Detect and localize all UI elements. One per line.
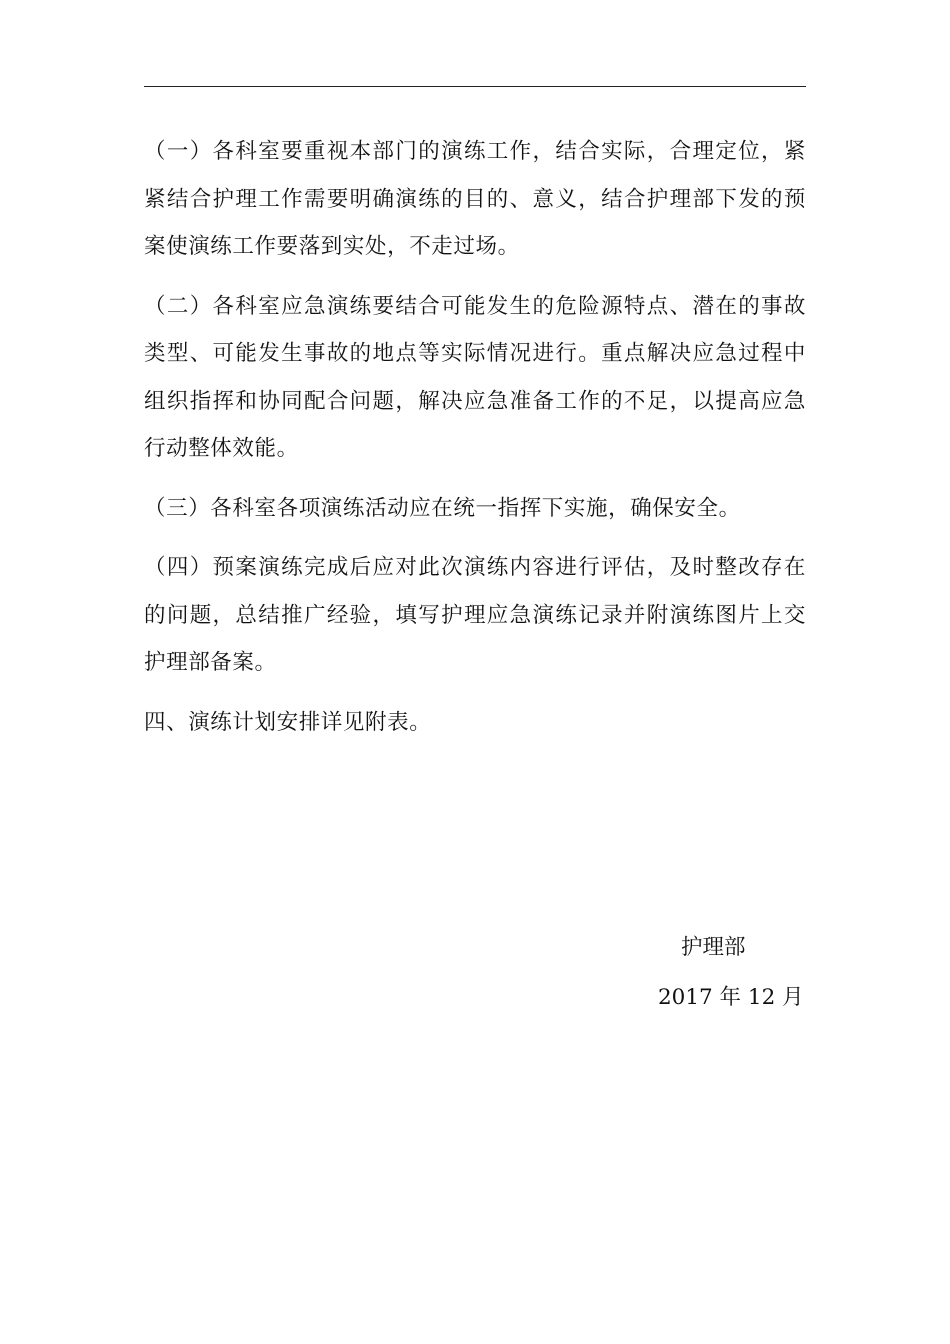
paragraph-1: （一）各科室要重视本部门的演练工作，结合实际，合理定位，紧紧结合护理工作需要明确演练的目的、意义，结合护理部下发的预案使演练工作要落到实处，不走过场。 (144, 139, 806, 259)
document-body (144, 128, 806, 758)
paragraph-5: 四、演练计划安排详见附表。 (144, 709, 432, 735)
paragraph-2: （二）各科室应急演练要结合可能发生的危险源特点、潜在的事故类型、可能发生事故的地点等实际情况进行。重点解决应急过程中组织指挥和协同配合问题，解决应急准备工作的不足，以提高应急行动整体效能。 (144, 293, 806, 461)
header-rule (144, 86, 806, 87)
paragraph-4: （四）预案演练完成后应对此次演练内容进行评估，及时整改存在的问题，总结推广经验，填写护理应急演练记录并附演练图片上交护理部备案。 (144, 555, 806, 675)
paragraph-3: （三）各科室各项演练活动应在统一指挥下实施，确保安全。 (144, 495, 741, 521)
signature-date: 2017 年 12 月 (658, 985, 804, 1010)
signature-department: 护理部 (681, 935, 746, 960)
